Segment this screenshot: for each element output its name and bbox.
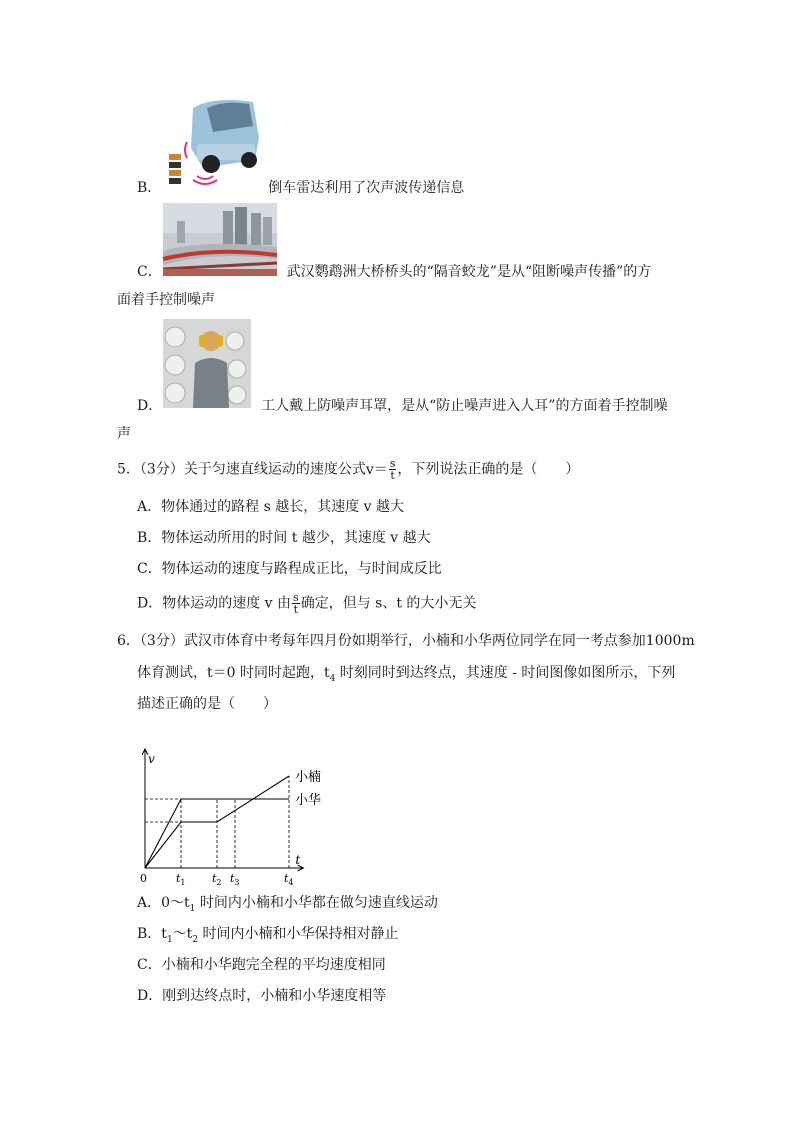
fraction-numerator: s [389, 457, 396, 470]
y-axis-label: v [148, 752, 155, 766]
option-label: A． [137, 895, 162, 911]
option-label: A． [137, 499, 162, 515]
option-label: D． [137, 398, 163, 414]
q6-option-d[interactable] [137, 986, 386, 1006]
option-text: 0～t [161, 895, 190, 911]
q5-stem [117, 458, 579, 481]
worker-earmuffs-image [163, 319, 251, 408]
option-label: B． [137, 180, 162, 196]
x-tick-label: $t_1$ [176, 872, 186, 887]
fraction-denominator: t [293, 603, 299, 616]
q6-line2-part-b: 时刻同时到达终点，其速度 - 时间图像如图所示，下列 [335, 665, 676, 681]
option-text-before: 物体运动的速度 v 由 [162, 595, 292, 612]
option-text: ～t [172, 926, 193, 942]
q6-stem-line2 [137, 663, 675, 689]
option-text: 物体运动所用的时间 t 越少，其速度 v 越大 [161, 530, 431, 546]
option-text: 时间内小楠和小华都在做匀速直线运动 [195, 895, 438, 911]
q5-option-c[interactable] [137, 559, 442, 579]
option-label: C． [137, 264, 162, 280]
option-label: B． [137, 926, 162, 942]
subscript: 4 [329, 673, 336, 684]
option-text: 小楠和小华跑完全程的平均速度相同 [161, 957, 386, 973]
q5-option-b[interactable] [137, 528, 431, 548]
formula-fraction [292, 592, 300, 615]
fraction-numerator: s [293, 591, 299, 604]
subscript: 1 [166, 934, 173, 945]
subscript: 2 [192, 934, 199, 945]
option-text: 物体运动的速度与路程成正比，与时间成反比 [161, 561, 442, 577]
q6-option-a[interactable] [137, 893, 438, 919]
x-tick-label: $t_2$ [212, 872, 222, 887]
q6-stem-line3: 描述正确的是（ ） [137, 696, 277, 712]
option-text-after: 确定，但与 s、t 的大小无关 [300, 595, 477, 612]
q4-option-d-continued: 声 [117, 426, 131, 442]
q6-option-b[interactable] [137, 924, 399, 950]
fraction-denominator: t [390, 469, 395, 482]
option-text: 时间内小楠和小华保持相对静止 [198, 926, 399, 942]
series-label: 小华 [295, 793, 322, 808]
q4-option-b[interactable] [137, 178, 464, 198]
q6-option-c[interactable] [137, 955, 386, 975]
option-text: 物体通过的路程 s 越长，其速度 v 越大 [161, 499, 405, 515]
option-label: D． [137, 988, 163, 1004]
q4-option-d[interactable] [137, 396, 667, 416]
option-text: 工人戴上防噪声耳罩，是从“防止噪声进入人耳”的方面着手控制噪 [261, 398, 668, 414]
option-text: 倒车雷达利用了次声波传递信息 [268, 180, 465, 196]
q6-line2-part-a: 体育测试，t＝0 时同时起跑，t [137, 665, 330, 681]
option-text: 刚到达终点时，小楠和小华速度相等 [162, 988, 387, 1004]
q6-stem-line1: 6．（3分）武汉市体育中考每年四月份如期举行，小楠和小华两位同学在同一考点参加1000m [117, 633, 695, 649]
option-label: C． [137, 957, 162, 973]
q4-option-c-continued: 面着手控制噪声 [117, 292, 215, 308]
option-text: t [161, 926, 167, 942]
x-tick-label: $t_3$ [230, 872, 240, 887]
x-axis-label: t [295, 853, 301, 867]
origin-label: 0 [140, 872, 147, 885]
formula-lhs: v＝ [365, 461, 388, 478]
subscript: 1 [189, 903, 196, 914]
option-label: B． [137, 530, 162, 546]
option-label: D． [137, 595, 163, 612]
velocity-time-graph [118, 720, 322, 887]
option-label: C． [137, 561, 162, 577]
q5-stem-after: ，下列说法正确的是（ ） [397, 461, 580, 478]
formula-fraction [389, 458, 397, 481]
q5-option-d[interactable] [137, 592, 476, 615]
series-label: 小楠 [295, 770, 322, 785]
q5-stem-before: 5．（3分）关于匀速直线运动的速度公式 [117, 461, 366, 478]
q5-option-a[interactable] [137, 497, 404, 517]
q5-formula [365, 457, 398, 482]
q4-option-c[interactable] [137, 262, 651, 282]
x-tick-label: $t_4$ [284, 872, 294, 887]
option-text: 武汉鹦鹉洲大桥桥头的“隔音蛟龙”是从“阻断噪声传播”的方 [286, 264, 652, 280]
car-parking-radar-image [163, 98, 259, 190]
